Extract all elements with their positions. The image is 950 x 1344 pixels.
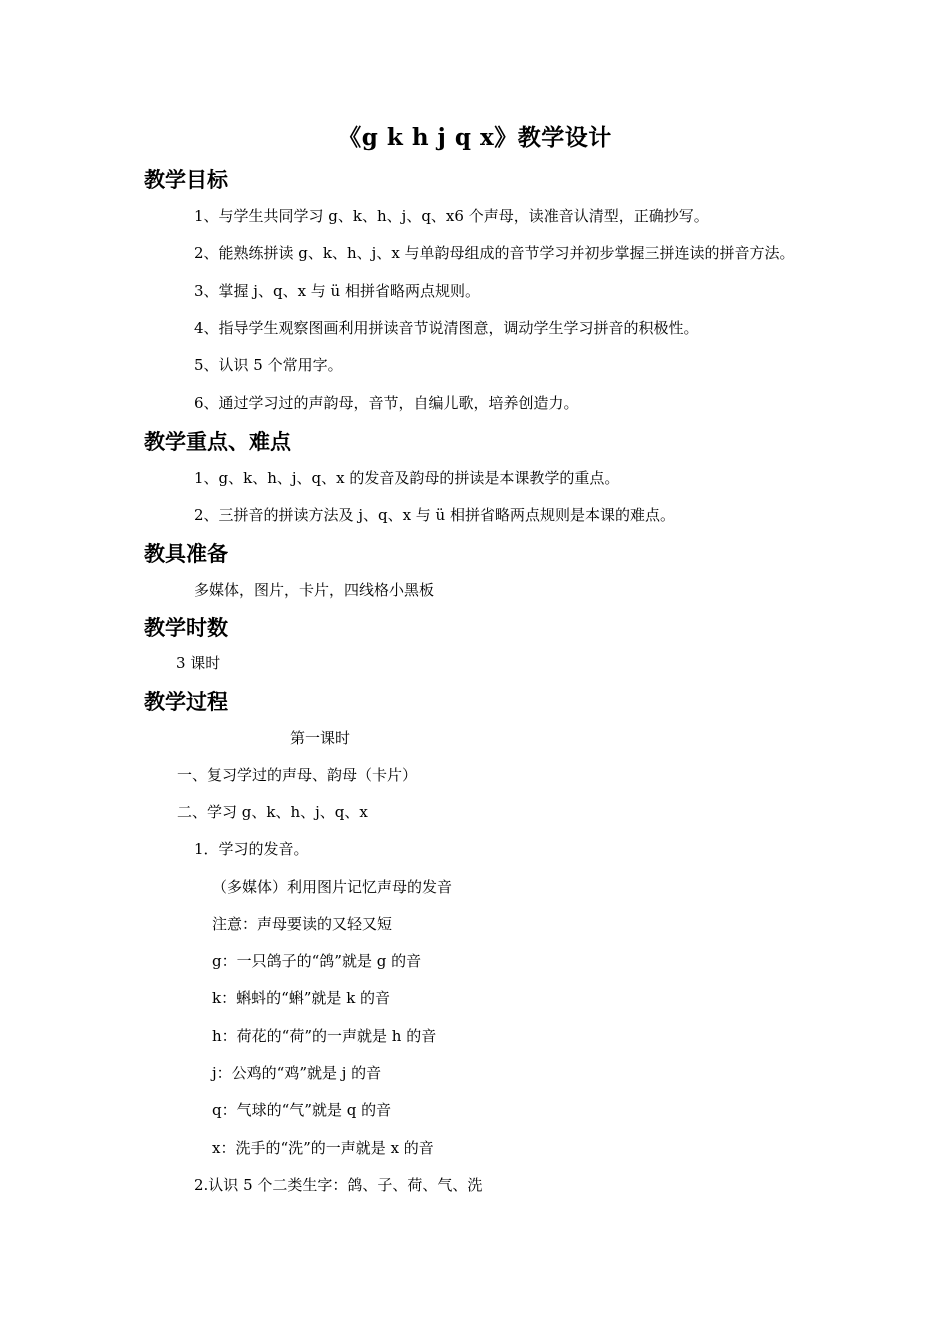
heading-materials: 教具准备 (144, 541, 228, 566)
sound-item-q: q：气球的“气”就是 q 的音 (212, 1101, 392, 1119)
heading-key-points: 教学重点、难点 (144, 429, 291, 454)
process-step-2: 二、学习 g、k、h、j、q、x (177, 803, 368, 821)
key-point-item-2: 2、三拼音的拼读方法及 j、q、x 与 ü 相拼省略两点规则是本课的难点。 (194, 506, 675, 524)
goal-item-6: 6、通过学习过的声韵母，音节，自编儿歌，培养创造力。 (194, 394, 579, 412)
sound-item-j: j：公鸡的“鸡”就是 j 的音 (212, 1064, 382, 1082)
goal-item-1: 1、与学生共同学习 g、k、h、j、q、x6 个声母，读准音认清型，正确抄写。 (194, 207, 709, 225)
key-point-item-1: 1、g、k、h、j、q、x 的发音及韵母的拼读是本课教学的重点。 (194, 469, 620, 487)
process-step-1: 一、复习学过的声母、韵母（卡片） (177, 766, 418, 784)
hours-text: 3 课时 (176, 654, 221, 672)
sound-item-h: h：荷花的“荷”的一声就是 h 的音 (212, 1027, 437, 1045)
process-note: 注意：声母要读的又轻又短 (212, 915, 393, 933)
sound-item-x: x：洗手的“洗”的一声就是 x 的音 (212, 1139, 434, 1157)
heading-hours: 教学时数 (144, 615, 228, 640)
materials-text: 多媒体，图片，卡片，四线格小黑板 (194, 581, 435, 599)
sound-item-g: g：一只鸽子的“鸽”就是 g 的音 (212, 952, 422, 970)
goal-item-3: 3、掌握 j、q、x 与 ü 相拼省略两点规则。 (194, 282, 480, 300)
goal-item-4: 4、指导学生观察图画利用拼读音节说清图意，调动学生学习拼音的积极性。 (194, 319, 699, 337)
process-multimedia: （多媒体）利用图片记忆声母的发音 (212, 878, 453, 896)
heading-goals: 教学目标 (144, 167, 228, 192)
sound-item-k: k：蝌蚪的“蝌”就是 k 的音 (212, 989, 391, 1007)
lesson-title: 第一课时 (290, 729, 351, 747)
process-sub-2: 2.认识 5 个二类生字：鸽、子、荷、气、洗 (194, 1176, 483, 1194)
goal-item-2: 2、能熟练拼读 g、k、h、j、x 与单韵母组成的音节学习并初步掌握三拼连读的拼音方法。 (194, 244, 795, 262)
document-title: 《g k h j q x》教学设计 (338, 124, 612, 151)
goal-item-5: 5、认识 5 个常用字。 (194, 356, 343, 374)
process-sub-1: 1．学习的发音。 (194, 840, 309, 858)
heading-process: 教学过程 (144, 689, 228, 714)
